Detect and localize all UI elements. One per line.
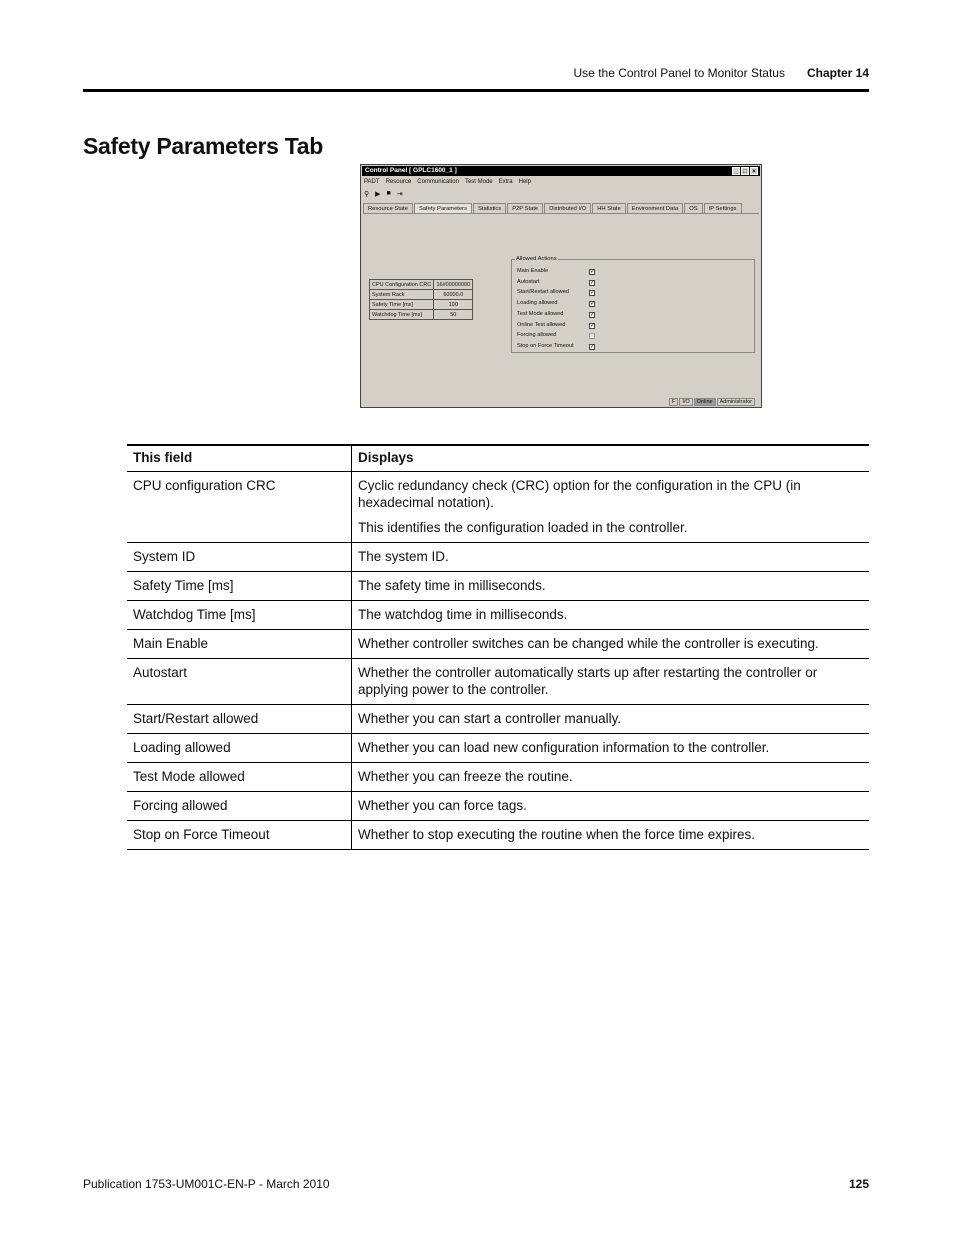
action-label: Online Test allowed <box>517 321 566 328</box>
parameter-value: 60000.0 <box>434 290 473 300</box>
parameter-row <box>370 290 473 300</box>
field-name: Stop on Force Timeout <box>127 821 352 850</box>
field-description <box>352 659 870 705</box>
description-paragraph: This identifies the configuration loaded in the controller. <box>358 520 688 535</box>
description-paragraph: The safety time in milliseconds. <box>358 578 546 593</box>
action-checkbox[interactable]: ✓ <box>590 279 596 286</box>
field-description <box>352 543 870 572</box>
action-label: Forcing allowed <box>517 332 557 339</box>
action-checkbox[interactable]: ✓ <box>590 343 596 350</box>
action-label: Loading allowed <box>517 300 558 307</box>
field-name: Autostart <box>127 659 352 705</box>
tab-item[interactable]: Distributed I/O <box>544 203 591 213</box>
field-name: Loading allowed <box>127 734 352 763</box>
table-row <box>127 543 869 572</box>
field-description <box>352 630 870 659</box>
table-header-row <box>127 445 869 472</box>
table-row <box>127 705 869 734</box>
column-header-displays: Displays <box>352 445 870 472</box>
table-row <box>127 601 869 630</box>
action-checkbox[interactable]: ✓ <box>590 301 596 308</box>
action-label: Autostart <box>517 278 540 285</box>
action-checkbox[interactable] <box>589 333 595 339</box>
parameter-row <box>370 300 473 310</box>
connect-icon[interactable]: ⚲ <box>364 191 370 198</box>
parameter-value: 100 <box>434 300 473 310</box>
stop-icon[interactable]: ■ <box>386 190 391 197</box>
table-row <box>127 734 869 763</box>
field-description <box>352 601 870 630</box>
field-table <box>127 444 869 850</box>
field-name: Test Mode allowed <box>127 763 352 792</box>
tab-item[interactable]: OS <box>684 203 702 213</box>
parameter-row <box>370 310 473 320</box>
status-cell: Administrator <box>717 398 755 406</box>
window-titlebar <box>362 166 760 176</box>
action-checkbox[interactable]: ✓ <box>590 311 596 318</box>
table-row <box>127 821 869 850</box>
page-number: 125 <box>848 1177 869 1191</box>
allowed-actions-group <box>511 256 755 353</box>
menu-item[interactable]: Help <box>518 179 531 185</box>
parameter-value: 50 <box>434 310 473 320</box>
description-paragraph: Whether you can load new configuration information to the controller. <box>358 740 770 755</box>
description-paragraph: Whether to stop executing the routine when the force time expires. <box>358 827 755 842</box>
running-header <box>574 66 869 80</box>
field-description <box>352 763 870 792</box>
action-label: Stop on Force Timeout <box>517 342 574 349</box>
action-checkbox[interactable]: ✓ <box>590 322 596 329</box>
tab-strip <box>363 203 759 213</box>
close-icon[interactable]: × <box>750 167 758 175</box>
description-paragraph: Whether you can freeze the routine. <box>358 769 573 784</box>
toolbar <box>364 190 403 198</box>
menu-item[interactable]: PADT <box>364 179 380 185</box>
maximize-icon[interactable]: □ <box>741 167 749 175</box>
description-paragraph: Cyclic redundancy check (CRC) option for the configuration in the CPU (in hexadecimal notation). <box>358 478 801 510</box>
header-chapter: Chapter 14 <box>806 66 869 80</box>
tab-item[interactable]: HH State <box>592 203 626 213</box>
tab-item[interactable]: Environment Data <box>627 203 683 213</box>
page-title: Safety Parameters Tab <box>83 133 324 159</box>
table-row <box>127 792 869 821</box>
menu-item[interactable]: Test Mode <box>464 179 493 185</box>
parameter-label: Safety Time [ms] <box>370 300 434 310</box>
field-name: Start/Restart allowed <box>127 705 352 734</box>
description-paragraph: Whether the controller automatically starts up after restarting the controller or applying power to the controller. <box>358 665 818 697</box>
field-description <box>352 734 870 763</box>
action-label: Test Mode allowed <box>517 310 564 317</box>
field-name: Watchdog Time [ms] <box>127 601 352 630</box>
header-rule <box>83 89 869 92</box>
action-checkbox[interactable]: ✓ <box>590 269 596 275</box>
description-paragraph: The system ID. <box>358 549 449 564</box>
status-cell: Online <box>694 398 716 406</box>
action-label: Main Enable <box>517 268 549 274</box>
group-title: Allowed Actions <box>516 256 557 262</box>
tab-item[interactable]: Safety Parameters <box>414 203 472 213</box>
field-description <box>352 821 870 850</box>
table-row <box>127 630 869 659</box>
field-name: System ID <box>127 543 352 572</box>
field-description <box>352 572 870 601</box>
menu-item[interactable]: Communication <box>417 179 459 185</box>
parameter-row <box>370 280 473 290</box>
field-description <box>352 472 870 543</box>
field-description <box>352 792 870 821</box>
parameter-label: Watchdog Time [ms] <box>370 310 434 320</box>
table-row <box>127 472 869 543</box>
minimize-icon[interactable]: _ <box>732 167 740 175</box>
status-cell: F <box>669 398 678 406</box>
status-cell: I/O <box>679 398 692 406</box>
header-section: Use the Control Panel to Monitor Status <box>573 66 785 80</box>
description-paragraph: Whether controller switches can be changed while the controller is executing. <box>358 636 819 651</box>
parameter-label: CPU Configuration CRC <box>370 280 434 290</box>
table-row <box>127 572 869 601</box>
parameter-label: System Rack <box>370 290 434 300</box>
table-row <box>127 659 869 705</box>
tab-item[interactable]: P2P State <box>507 203 543 213</box>
description-paragraph: Whether you can force tags. <box>358 798 527 813</box>
table-row <box>127 763 869 792</box>
field-name: Safety Time [ms] <box>127 572 352 601</box>
action-label: Start/Restart allowed <box>517 289 569 296</box>
description-paragraph: Whether you can start a controller manually. <box>358 711 622 726</box>
tab-item[interactable]: Statistics <box>473 203 506 213</box>
field-name: Main Enable <box>127 630 352 659</box>
description-paragraph: The watchdog time in milliseconds. <box>358 607 568 622</box>
publication-info: Publication 1753-UM001C-EN-P - March 2010 <box>83 1177 330 1191</box>
field-description <box>352 705 870 734</box>
menu-bar <box>364 179 531 185</box>
action-checkbox[interactable]: ✓ <box>590 290 596 297</box>
tab-item[interactable]: Resource State <box>363 203 413 213</box>
field-name: Forcing allowed <box>127 792 352 821</box>
status-bar <box>669 398 756 406</box>
tab-item[interactable]: IP Settings <box>704 203 742 213</box>
window-title: Control Panel [ GPLC1600_1 ] <box>365 167 457 174</box>
column-header-field: This field <box>127 445 352 472</box>
control-panel-screenshot <box>360 164 762 408</box>
menu-item[interactable]: Resource <box>385 179 412 185</box>
menu-item[interactable]: Extra <box>498 179 513 185</box>
play-icon[interactable]: ▶ <box>375 191 381 198</box>
parameter-value: 16#00000000 <box>434 280 473 290</box>
step-icon[interactable]: ⇥ <box>396 191 403 198</box>
field-name: CPU configuration CRC <box>127 472 352 543</box>
parameter-table <box>369 279 473 320</box>
